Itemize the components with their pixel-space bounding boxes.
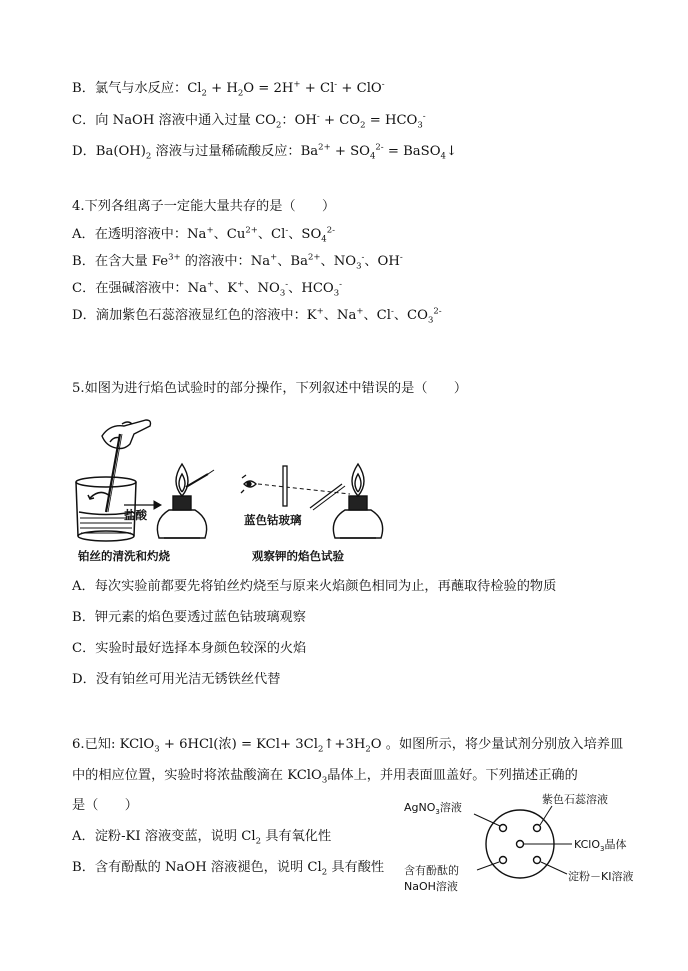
- q4-option-a: A．在透明溶液中：Na+、$Cu^{2+}$、Cl-、$SO_4^{2-}$: [72, 225, 335, 245]
- q4-option-c: C．在强碱溶液中：Na+、K+、$NO_3^-$、$HCO_3^-$: [72, 279, 343, 299]
- q3-option-c: C．向 NaOH 溶液中通入过量 $CO_2$：$OH^- + CO_2 = HCO_3^-$: [72, 111, 426, 131]
- ki-spot: [534, 857, 541, 864]
- q3-option-d: D．$Ba(OH)_2$ 溶液与过量稀硫酸反应：$Ba^{2+} + SO_4^{2-}$ = BaSO$_4$↓: [72, 142, 457, 162]
- kclo3-spot: [517, 841, 524, 848]
- litmus-spot: [534, 825, 541, 832]
- caption-right: 观察钾的焰色试验: [252, 549, 344, 563]
- q5-stem: 5.如图为进行焰色试验时的部分操作，下列叙述中错误的是（ ）: [72, 381, 468, 396]
- eye-icon: [241, 475, 256, 493]
- q5-option-d: D．没有铂丝可用光洁无锈铁丝代替: [72, 672, 281, 687]
- agno3-spot: [500, 825, 507, 832]
- flame-test-figure: [66, 412, 396, 570]
- q4-stem: 4.下列各组离子一定能大量共存的是（ ）: [72, 199, 336, 214]
- q5-option-c: C．实验时最好选择本身颜色较深的火焰: [72, 641, 307, 656]
- q6-option-b: B．含有酚酞的 NaOH 溶液褪色，说明 $Cl_2$ 具有酸性: [72, 860, 385, 878]
- hand-with-platinum-wire: [102, 420, 151, 512]
- q6-option-a: A．淀粉-KI 溶液变蓝，说明 $Cl_2$ 具有氧化性: [72, 829, 332, 847]
- q5-option-b: B．钾元素的焰色要透过蓝色钴玻璃观察: [72, 610, 306, 625]
- acid-label: 盐酸: [124, 508, 147, 522]
- q3-option-b: B．氯气与水反应：$Cl_2 + H_2O = 2H^+ + Cl^- + ClO^-$: [72, 79, 385, 99]
- naoh-label-1: 含有酚酞的: [404, 864, 459, 877]
- glass-label: 蓝色钴玻璃: [244, 513, 302, 527]
- ki-label: 淀粉－KI溶液: [568, 870, 634, 883]
- cobalt-glass: [283, 466, 287, 506]
- alcohol-burner-2: [333, 464, 382, 538]
- agno3-label: AgNO$_3$溶液: [404, 801, 462, 816]
- alcohol-burner-1: [157, 464, 214, 538]
- kclo3-label: KClO$_3$晶体: [574, 838, 627, 853]
- litmus-label: 紫色石蕊溶液: [542, 793, 608, 806]
- q5-option-a: A．每次实验前都要先将铂丝灼烧至与原来火焰颜色相同为止，再蘸取待检验的物质: [72, 579, 557, 594]
- naoh-spot: [500, 857, 507, 864]
- naoh-label-2: NaOH溶液: [404, 880, 458, 893]
- caption-left: 铂丝的清洗和灼烧: [78, 549, 170, 563]
- petri-dish-figure: [392, 790, 654, 898]
- q6-line-1: 6.已知: KClO$_3$ + 6HCl(浓) = $KCl+ 3Cl_2↑+3H_2O$ 。如图所示，将少量试剂分别放入培养皿: [72, 737, 624, 755]
- q4-option-d: D．滴加紫色石蕊溶液显红色的溶液中：K+、Na+、Cl-、$CO_3^{2-}$: [72, 306, 442, 326]
- q6-line-2: 中的相应位置，实验时将浓盐酸滴在 KClO$_3$晶体上，并用表面皿盖好。下列描述正确的: [72, 768, 578, 786]
- q4-option-b: B．在含大量 $Fe^{3+}$ 的溶液中：Na+、$Ba^{2+}$、$NO_3^-$、OH-: [72, 252, 403, 272]
- q6-line-3: 是（ ）: [72, 798, 138, 813]
